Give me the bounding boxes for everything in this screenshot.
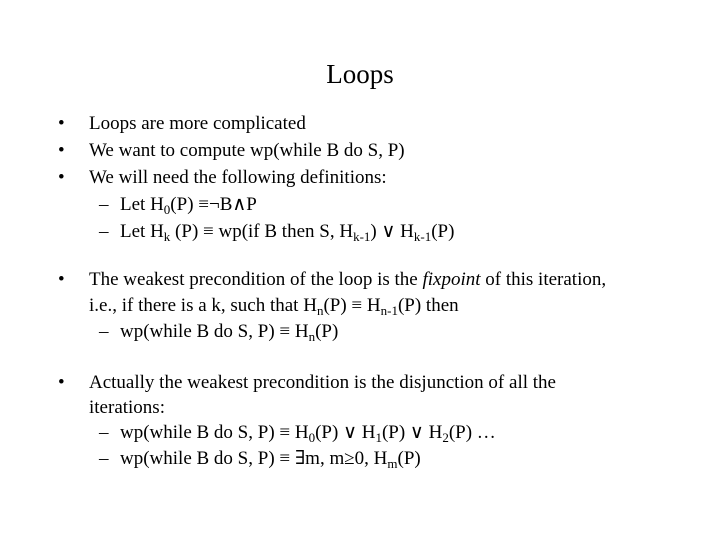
dash-marker: – [99,422,109,443]
bullet-4-sub-1-text: wp(while B do S, $P) \equiv H_n(P)$ [120,321,339,344]
bullet-marker: • [58,113,65,134]
bullet-5-sub-2-text: wp(while B do S, P) ≡ ∃m, m≥0, $H_m(P)$ [120,448,421,471]
bullet-5-sub-1-text: wp(while B do S, $P) \equiv H_0(P)$ ∨ $H_1(P)$ ∨ $H_2(P)$ … [120,422,496,445]
bullet-3-text: We will need the following definitions: [89,167,387,188]
bullet-3-sub-2-text: Let $H_k$ (P) ≡ wp(if B then S, $H_{k-1}$) ∨ $H_{k-1}(P)$ [120,221,455,244]
bullet-marker: • [58,140,65,161]
dash-marker: – [99,321,109,342]
bullet-1-text: Loops are more complicated [89,113,306,134]
bullet-4-text: The weakest precondition of the loop is the fixpoint of this iteration, [89,269,607,290]
dash-marker: – [99,448,109,469]
bullet-5-text: Actually the weakest precondition is the disjunction of all the [89,372,556,393]
dash-marker: – [99,221,109,242]
bullet-marker: • [58,167,65,188]
bullet-4-line-2: i.e., if there is a k, such that $H_n(P) \equiv H_{n-1}(P)$ then [89,295,459,318]
bullet-2-text: We want to compute wp(while B do S, P) [89,140,405,161]
fixpoint-emphasis: fixpoint [422,269,481,290]
bullet-5-line-2: iterations: [89,397,165,418]
slide-title: Loops [326,59,394,89]
bullet-marker: • [58,269,65,290]
dash-marker: – [99,194,109,215]
bullet-3-sub-1-text: Let $H_0(P)$ ≡¬B∧P [120,194,257,217]
bullet-marker: • [58,372,65,393]
